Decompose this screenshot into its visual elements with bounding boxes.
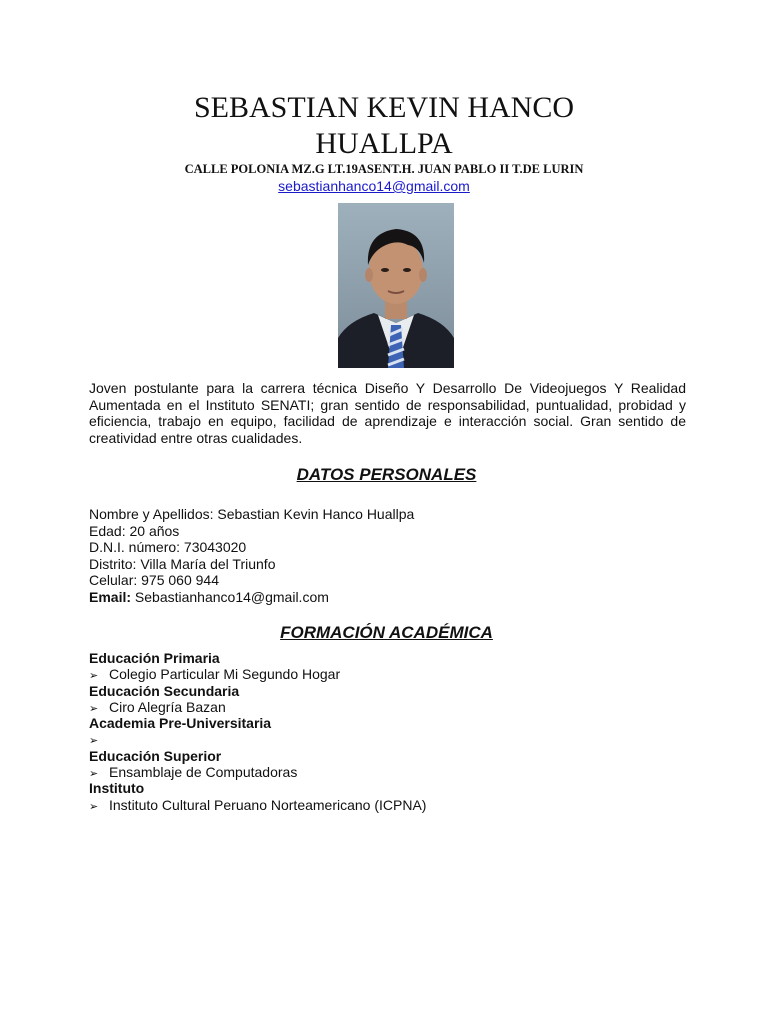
list-item [89, 666, 426, 682]
formacion-academica [89, 650, 426, 813]
arrow-bullet-icon: ➢ [89, 768, 99, 781]
profile-summary: Joven postulante para la carrera técnica Diseño Y Desarrollo De Videojuegos Y Realidad Aumentada en el Instituto SENATI; gran sentido de responsabilidad, puntualidad, probidad y eficiencia, trabajo en equipo, facilidad de aprendizaje e interacción social. Gran sentido de creatividad entre otras cualidades. [89, 380, 686, 446]
datos-personales [89, 506, 414, 605]
name-line-2: HUALLPA [315, 127, 453, 160]
name-line-1: SEBASTIAN KEVIN HANCO [194, 91, 574, 124]
heading-educacion-primaria: Educación Primaria [89, 650, 220, 666]
email-value: Sebastianhanco14@gmail.com [131, 588, 329, 605]
datos-celular: Celular: 975 060 944 [89, 572, 219, 588]
address: CALLE POLONIA MZ.G LT.19ASENT.H. JUAN PABLO II T.DE LURIN [184, 162, 584, 176]
datos-email [89, 589, 414, 606]
datos-dni: D.N.I. número: 73043020 [89, 539, 247, 555]
list-item [89, 797, 426, 813]
header-email [0, 177, 748, 195]
arrow-bullet-icon: ➢ [89, 670, 99, 683]
candidate-name [0, 90, 768, 162]
list-item [89, 699, 426, 715]
datos-edad: Edad: 20 años [89, 522, 180, 539]
profile-photo-image [338, 203, 454, 368]
section-title-formacion-academica: FORMACIÓN ACADÉMICA [280, 623, 493, 642]
profile-photo [338, 203, 454, 368]
arrow-bullet-icon: ➢ [89, 702, 99, 715]
item-instituto: Instituto Cultural Peruano Norteamericano (ICPNA) [109, 796, 427, 813]
list-item [89, 764, 426, 780]
item-secundaria: Ciro Alegría Bazan [109, 698, 226, 715]
heading-instituto: Instituto [89, 780, 145, 797]
datos-nombre: Nombre y Apellidos: Sebastian Kevin Hanco Huallpa [89, 506, 415, 522]
item-superior: Ensamblaje de Computadoras [109, 764, 298, 781]
arrow-bullet-icon: ➢ [89, 735, 99, 748]
email-label: Email: [89, 588, 132, 605]
heading-academia-pre-universitaria: Academia Pre-Universitaria [89, 715, 272, 732]
arrow-bullet-icon: ➢ [89, 800, 99, 813]
section-title-datos-personales: DATOS PERSONALES [296, 465, 477, 484]
heading-educacion-secundaria: Educación Secundaria [89, 682, 240, 699]
list-item [89, 731, 426, 747]
heading-educacion-superior: Educación Superior [89, 747, 222, 764]
item-primaria: Colegio Particular Mi Segundo Hogar [109, 666, 341, 683]
datos-distrito: Distrito: Villa María del Triunfo [89, 555, 276, 572]
email-link[interactable]: sebastianhanco14@gmail.com [278, 178, 470, 194]
